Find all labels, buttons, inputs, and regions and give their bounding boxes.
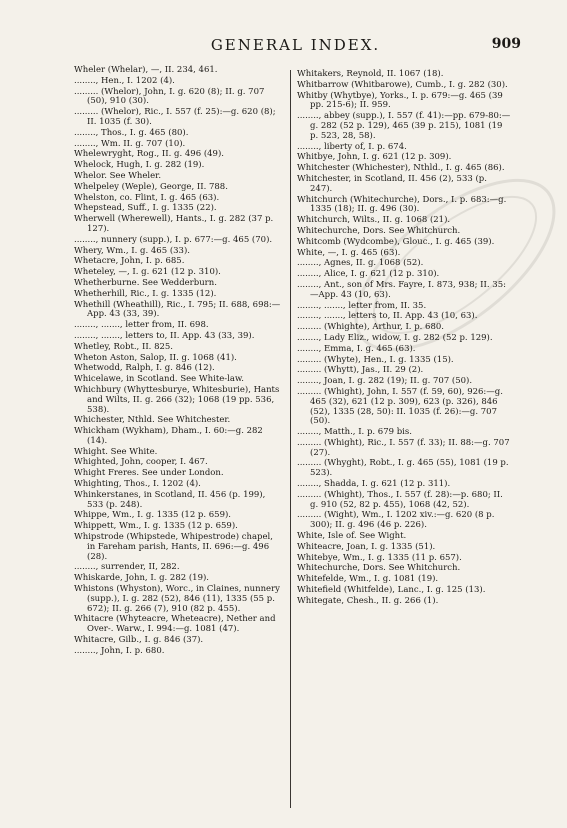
index-entry: ........, ......., letters to, II. App. 43 (33, 39). <box>74 330 255 341</box>
index-entry: ......... (Whight), Ric., I. 557 (f. 33); II. 88:—g. 707 (27). <box>297 437 510 458</box>
index-entry: ........, Ant., son of Mrs. Fayre, I. 873, 938; II. 35:—App. 43 (10, 63). <box>297 279 506 300</box>
index-entry: Whiteacre, Joan, I. g. 1335 (51). <box>297 541 436 552</box>
index-entry: Whetacre, John, I. p. 685. <box>74 256 185 267</box>
index-entry: Whippett, Wm., I. g. 1335 (12 p. 659). <box>74 521 238 532</box>
index-entry: ......... (Whyte), Hen., I. g. 1335 (15). <box>297 354 454 365</box>
index-column-right <box>290 70 511 808</box>
index-entry: ........, abbey (supp.), I. 557 (f. 41):—pp. 679-80:—g. 282 (52 p. 129), 465 (39 p. 215), 1081 (19 p. 523, 28, 58). <box>297 111 511 141</box>
index-entry: Whichester, Nthld. See Whitchester. <box>74 415 231 426</box>
index-entry: Whitchester (Whichester), Nthld., I. g. 465 (86). <box>297 163 505 174</box>
index-entry: Whickham (Wykham), Dham., I. 60:—g. 282 (14). <box>74 426 263 446</box>
running-title: GENERAL INDEX. <box>210 36 381 54</box>
index-entry: Whelewryght, Rog., II. g. 496 (49). <box>74 149 224 160</box>
index-entry: ........, liberty of, I. p. 674. <box>297 141 407 152</box>
index-entry: ........, Hen., I. 1202 (4). <box>74 75 175 86</box>
index-entry: Whitacre (Whyteacre, Wheteacre), Nether and Over-. Warw., I. 994:—g. 1081 (47). <box>74 614 276 635</box>
index-entry: Whetley, Robt., II. 825. <box>74 341 174 352</box>
index-entry: ........, Emma, I. g. 465 (63). <box>297 343 416 354</box>
index-entry: ......... (Whytt), Jas., II. 29 (2). <box>297 365 424 376</box>
index-entry: ........, nunnery (supp.), I. p. 677:—g. 465 (70). <box>74 234 273 245</box>
index-entry: Whight Freres. See under London. <box>74 468 224 479</box>
index-entry: ........, John, I. p. 680. <box>74 645 165 656</box>
index-entry: Whitchurch, Wilts., II. g. 1068 (21). <box>297 215 451 226</box>
index-entry: Whitby (Whytbye), Yorks., I. p. 679:—g. 465 (39 pp. 215-6); II. 959. <box>297 90 503 111</box>
index-entry: ........, ......., letter from, II. 698. <box>74 320 209 331</box>
index-entry: Whitbye, John, I. g. 621 (12 p. 309). <box>297 152 452 163</box>
index-entry: Whetherhill, Ric., I. g. 1335 (12). <box>74 288 217 299</box>
index-entry: Whighting, Thos., I. 1202 (4). <box>74 479 201 490</box>
index-entry: Whitacre, Gilb., I. g. 846 (37). <box>74 635 204 646</box>
index-entry: Whitebye, Wm., I. g. 1335 (11 p. 657). <box>297 552 462 563</box>
index-entry: ......... (Whight), John, I. 557 (f. 59, 60), 926:—g. 465 (32), 621 (12 p. 309), 623 (p. 326), 846 (52), 1335 (28, 50): II. 1035 (f. 26):—g. 707 (50). <box>297 386 503 427</box>
index-entry: ........, Wm. II. g. 707 (10). <box>74 138 186 149</box>
index-entry: Whelston, co. Flint, I. g. 465 (63). <box>74 192 220 203</box>
index-entry: Whitchester, in Scotland, II. 456 (2), 533 (p. 247). <box>297 173 487 194</box>
index-entry: ........, Lady Eliz., widow, I. g. 282 (52 p. 129). <box>297 332 493 343</box>
index-entry: Wherwell (Wherewell), Hants., I. g. 282 (37 p. 127). <box>74 214 274 234</box>
index-entry: Whicelawe, in Scotland. See White-law. <box>74 374 244 385</box>
index-entry: Whelpeley (Weple), George, II. 788. <box>74 181 228 192</box>
index-entry: ......... (Whight), Thos., I. 557 (f. 28):—p. 680; II. g. 910 (52, 82 p. 455), 1068 (42, 52). <box>297 489 503 510</box>
index-entry: ......... (Whyght), Robt., I. g. 465 (55), 1081 (19 p. 523). <box>297 458 509 479</box>
index-entry: ........, Joan, I. g. 282 (19); II. g. 707 (50). <box>297 376 473 387</box>
index-entry: Whitegate, Chesh., II. g. 266 (1). <box>297 595 439 606</box>
index-entry: ........, Matth., I. p. 679 bis. <box>297 427 412 438</box>
index-entry: Whiskarde, John, I. g. 282 (19). <box>74 573 210 584</box>
index-entry: ........, ......., letter from, II. 35. <box>297 300 427 311</box>
index-entry: Wheler (Whelar), —, II. 234, 461. <box>74 65 218 75</box>
index-entry: White, —, I. g. 465 (63). <box>297 247 401 258</box>
index-entry: Whight. See White. <box>74 446 158 457</box>
index-entry: Whistons (Whyston), Worc., in Claines, nunnery (supp.), I. g. 282 (52), 846 (11), 1335 (55 p. 672); II. g. 266 (7), 910 (82 p. 455). <box>74 584 280 614</box>
index-entry: Whethill (Wheathill), Ric., I. 795; II. 688, 698:—App. 43 (33, 39). <box>74 299 281 320</box>
index-entry: Whitefield (Whitfelde), Lanc., I. g. 125 (13). <box>297 585 486 596</box>
index-column-left <box>74 66 282 808</box>
index-entry: Whepstead, Suff., I. g. 1335 (22). <box>74 203 217 214</box>
index-entry: Whichbury (Whyttesburye, Whitesburie), Hants and Wilts, II. g. 266 (32); 1068 (19 pp. 536, 538). <box>74 384 280 415</box>
index-entry: ......... (Whelor), John, I. g. 620 (8); II. g. 707 (50), 910 (30). <box>74 86 265 107</box>
index-entry: Whighted, John, cooper, I. 467. <box>74 457 208 468</box>
index-entry: ........, Thos., I. g. 465 (80). <box>74 127 189 138</box>
index-entry: ........, surrender, II, 282. <box>74 562 180 573</box>
index-entry: ......... (Whighte), Arthur, I. p. 680. <box>297 322 444 333</box>
page-header <box>70 36 521 56</box>
index-entry: Whippe, Wm., I. g. 1335 (12 p. 659). <box>74 510 232 521</box>
index-entry: Whitechurche, Dors. See Whitchurch. <box>297 225 461 236</box>
index-entry: Whelor. See Wheler. <box>74 170 162 181</box>
index-entry: ........, Agnes, II. g. 1068 (52). <box>297 258 424 269</box>
index-entry: ........, Shadda, I. g. 621 (12 p. 311). <box>297 479 451 490</box>
index-entry: ......... (Whelor), Ric., I. 557 (f. 25):—g. 620 (8); II. 1035 (f. 30). <box>74 107 276 127</box>
index-entry: Whitcomb (Wydcombe), Glouc., I. g. 465 (39). <box>297 236 495 247</box>
index-entry: Whitefelde, Wm., I. g. 1081 (19). <box>297 574 439 585</box>
index-entry: Whitbarrow (Whitbarowe), Cumb., I. g. 282 (30). <box>297 79 508 90</box>
index-entry: White, Isle of. See Wight. <box>297 531 407 542</box>
index-entry: ........, ......., letters to, II. App. 43 (10, 63). <box>297 311 478 322</box>
index-entry: Wheteley, —, I. g. 621 (12 p. 310). <box>74 267 221 278</box>
index-entry: Whitchurch (Whitechurche), Dors., I. p. 683:—g. 1335 (18); II. g. 496 (30). <box>297 194 507 215</box>
index-entry: Whitechurche, Dors. See Whitchurch. <box>297 563 461 574</box>
index-entry: Whipstrode (Whipstede, Whipestrode) chapel, in Fareham parish, Hants, II. 696:—g. 496 (28). <box>74 532 273 562</box>
index-entry: ......... (Wight), Wm., I. 1202 xiv.:—g. 620 (8 p. 300); II. g. 496 (46 p. 226). <box>297 510 495 531</box>
page-number: 909 <box>491 36 521 52</box>
index-entry: Wheton Aston, Salop, II. g. 1068 (41). <box>74 352 237 363</box>
index-entry: Whitakers, Reynold, II. 1067 (18). <box>297 69 444 79</box>
index-entry: Whetwodd, Ralph, I. g. 846 (12). <box>74 363 215 374</box>
index-entry: Whery, Wm., I. g. 465 (33). <box>74 245 190 256</box>
index-entry: Whetherburne. See Wedderburn. <box>74 277 217 288</box>
index-entry: ........, Alice, I. g. 621 (12 p. 310). <box>297 269 440 280</box>
index-entry: Whelock, Hugh, I. g. 282 (19). <box>74 160 205 171</box>
index-entry: Whinkerstanes, in Scotland, II. 456 (p. 199), 533 (p. 248). <box>74 489 266 510</box>
